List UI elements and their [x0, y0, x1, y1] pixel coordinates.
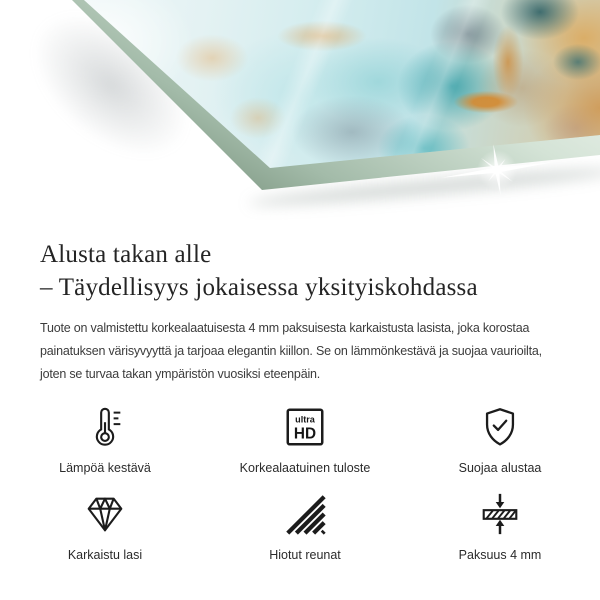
feature-label: Karkaistu lasi: [67, 548, 143, 562]
heading-line-1: Alusta takan alle: [40, 241, 212, 268]
feature-label: Korkealaatuinen tuloste: [239, 461, 371, 475]
feature-polished-edges: [269, 491, 341, 562]
heading-line-2: – Täydellisyys jokaisessa yksityiskohdassa: [40, 274, 478, 301]
feature-tempered-glass: [68, 491, 142, 562]
feature-thickness: [459, 491, 542, 562]
sparkle-icon: [437, 128, 557, 212]
feature-label: Lämpöä kestävä: [59, 461, 151, 475]
shield-check-icon: [477, 404, 523, 450]
thickness-icon: [477, 491, 523, 537]
feature-grid: [40, 404, 560, 562]
ultra-hd-text-top: ultra: [295, 414, 315, 425]
product-description: Tuote on valmistettu korkealaatuisesta 4 mm paksuisesta karkaistusta lasista, joka korostaa painatuksen värisyvyyttä ja tarjoaa elegantin kiillon. Se on lämmönkestävä ja suojaa vaurioilta, joten se turvaa takan ympäristön vuosiksi eteenpäin.: [40, 321, 542, 381]
product-hero-image: [0, 0, 600, 230]
feature-heat-resistant: [59, 404, 151, 475]
ultra-hd-icon: [282, 404, 328, 450]
feature-protects-base: [459, 404, 542, 475]
diamond-icon: [82, 491, 128, 537]
section-heading: [40, 238, 570, 304]
feature-label: Hiotut reunat: [269, 548, 341, 562]
thermometer-icon: [82, 404, 128, 450]
feature-label: Suojaa alustaa: [458, 461, 542, 475]
polished-edges-icon: [282, 491, 328, 537]
feature-label: Paksuus 4 mm: [458, 548, 542, 562]
feature-hd-print: [240, 404, 371, 475]
ultra-hd-text-bottom: HD: [293, 425, 317, 443]
